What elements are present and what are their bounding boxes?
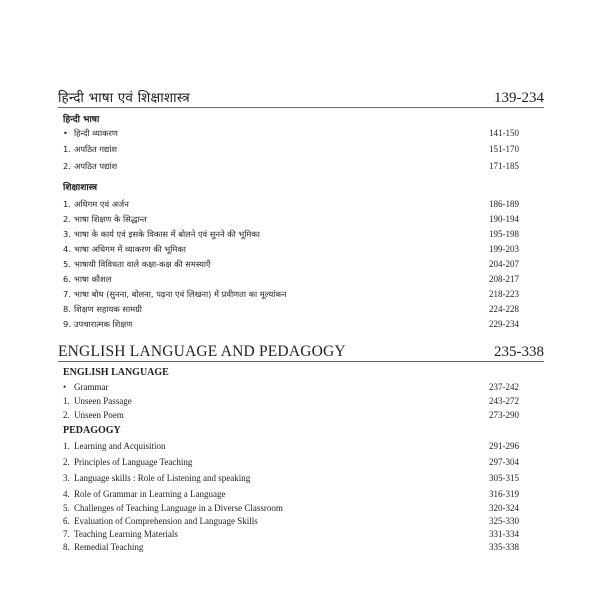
toc-entry[interactable]: • हिन्दी व्याकरण 141-150: [63, 128, 519, 138]
toc-entry[interactable]: 2. Principles of Language Teaching 297-304: [63, 457, 519, 467]
toc-entry[interactable]: 3. भाषा के कार्य एवं इसके विकास में बोलने एवं सुनने की भूमिका 195-198: [63, 229, 519, 239]
section-title: हिन्दी भाषा एवं शिक्षाशास्त्र: [58, 90, 190, 106]
toc-entry[interactable]: 7. भाषा बोध (सुनना, बोलना, पढ़ना एवं लिखना) में प्रवीणता का मूल्यांकन 218-223: [63, 289, 519, 299]
subheading: ENGLISH LANGUAGE: [63, 367, 169, 378]
toc-entry[interactable]: 1. अपठित गद्यांश 151-170: [63, 144, 519, 154]
toc-entry[interactable]: 2. Unseen Poem 273-290: [63, 410, 519, 420]
section-title: ENGLISH LANGUAGE AND PEDAGOGY: [58, 343, 346, 360]
toc-entry[interactable]: 9. उपचारात्मक शिक्षण 229-234: [63, 319, 519, 329]
section-header-english: [58, 343, 544, 362]
toc-entry[interactable]: 4. Role of Grammar in Learning a Language 316-319: [63, 489, 519, 499]
toc-entry[interactable]: 7. Teaching Learning Materials 331-334: [63, 529, 519, 539]
toc-entry[interactable]: 3. Language skills : Role of Listening and speaking 305-315: [63, 473, 519, 483]
toc-entry[interactable]: 2. भाषा शिक्षण के सिद्धान्त 190-194: [63, 214, 519, 224]
toc-entry[interactable]: 2. अपठित पद्यांश 171-185: [63, 161, 519, 171]
toc-entry[interactable]: 5. भाषायी विविधता वाले कक्षा-कक्ष की समस्याएँ 204-207: [63, 259, 519, 269]
section-page-range: 235-338: [494, 344, 544, 360]
toc-entry[interactable]: 8. Remedial Teaching 335-338: [63, 542, 519, 552]
section-header-hindi: [58, 88, 544, 108]
toc-entry[interactable]: • Grammar 237-242: [63, 382, 519, 392]
subheading: शिक्षाशास्त्र: [63, 183, 98, 193]
subheading: PEDAGOGY: [63, 425, 121, 436]
toc-entry[interactable]: 1. Unseen Passage 243-272: [63, 396, 519, 406]
subheading: हिन्दी भाषा: [63, 115, 100, 125]
toc-entry[interactable]: 8. शिक्षण सहायक सामग्री 224-228: [63, 304, 519, 314]
toc-entry[interactable]: 6. भाषा कौशल 208-217: [63, 274, 519, 284]
toc-entry[interactable]: 5. Challenges of Teaching Language in a Diverse Classroom 320-324: [63, 503, 519, 513]
toc-entry[interactable]: 1. Learning and Acquisition 291-296: [63, 441, 519, 451]
section-page-range: 139-234: [494, 90, 544, 106]
toc-entry[interactable]: 4. भाषा अधिगम में व्याकरण की भूमिका 199-203: [63, 244, 519, 254]
toc-entry[interactable]: 6. Evaluation of Comprehension and Language Skills 325-330: [63, 516, 519, 526]
toc-entry[interactable]: 1. अधिगम एवं अर्जन 186-189: [63, 199, 519, 209]
